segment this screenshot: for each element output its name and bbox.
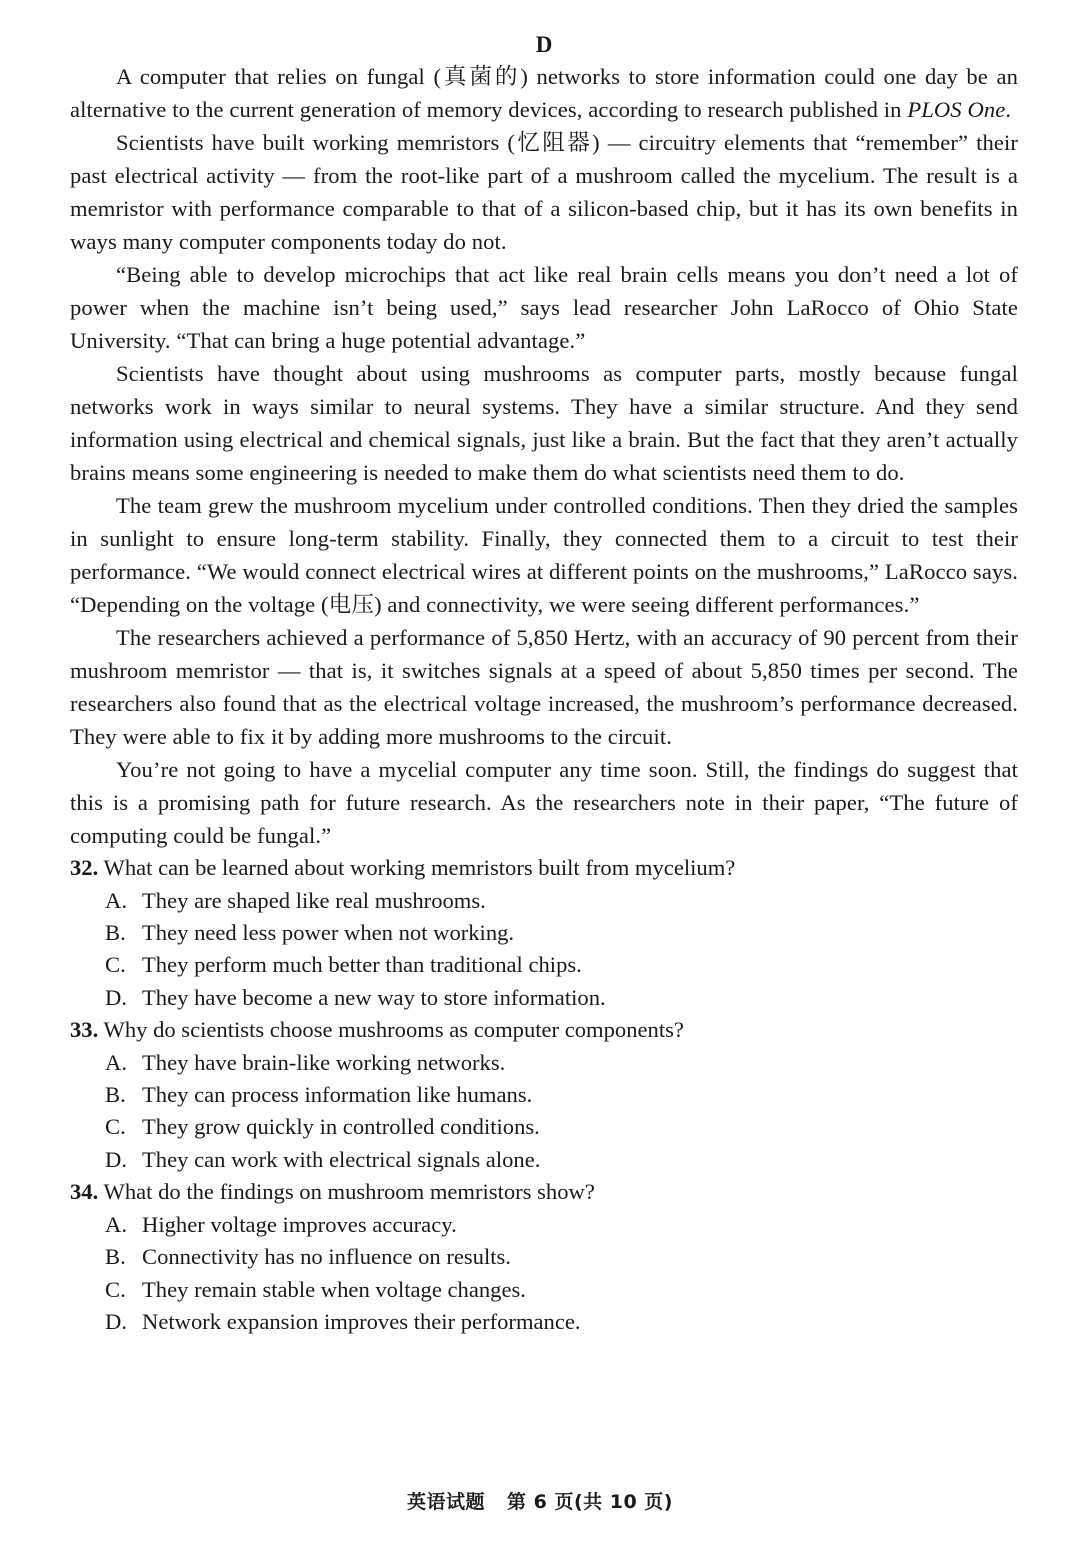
reading-passage	[70, 60, 1018, 852]
option-letter: C.	[105, 952, 126, 978]
passage-paragraph	[70, 258, 1018, 357]
option-letter: A.	[105, 1211, 127, 1237]
paragraph-text: .	[1005, 97, 1012, 122]
option-letter: A.	[105, 887, 127, 913]
paragraph-text: You’re not going to have a mycelial computer any time soon. Still, the findings do suggest that this is a promising path for future research. As the researchers note in their paper, “The future of computing could be fungal.”	[70, 757, 1018, 848]
option-letter: C.	[105, 1276, 126, 1302]
answer-option	[70, 1241, 1018, 1273]
answer-option	[70, 1079, 1018, 1111]
question-text: Why do scientists choose mushrooms as computer components?	[103, 1017, 684, 1043]
option-text: They have brain-like working networks.	[142, 1049, 506, 1075]
footer-page-info: 第 6 页(共 10 页)	[507, 1491, 673, 1513]
option-letter: B.	[105, 1244, 126, 1270]
question-item	[70, 1176, 1018, 1338]
question-stem	[70, 1014, 1018, 1047]
question-number: 34.	[70, 1179, 99, 1205]
answer-option	[70, 1209, 1018, 1241]
paragraph-text: The team grew the mushroom mycelium under controlled conditions. Then they dried the samples in sunlight to ensure long-term stability. Finally, they connected them to a circuit to test their performance. “We would connect electrical wires at different points on the mushrooms,” LaRocco says. “Depending on the voltage (电压) and connectivity, we were seeing different performances.”	[70, 493, 1018, 617]
question-stem	[70, 1176, 1018, 1209]
option-text: They can process information like humans.	[142, 1082, 533, 1108]
passage-paragraph	[70, 753, 1018, 852]
answer-options	[70, 1209, 1018, 1339]
answer-option	[70, 949, 1018, 981]
answer-options	[70, 885, 1018, 1015]
option-letter: B.	[105, 919, 126, 945]
option-letter: D.	[105, 1308, 127, 1334]
option-text: Higher voltage improves accuracy.	[142, 1211, 457, 1237]
option-text: They have become a new way to store information.	[142, 984, 606, 1010]
option-letter: B.	[105, 1082, 126, 1108]
passage-paragraph	[70, 60, 1018, 126]
passage-paragraph	[70, 621, 1018, 753]
answer-option	[70, 1111, 1018, 1143]
question-number: 33.	[70, 1017, 99, 1043]
option-text: Network expansion improves their performance.	[142, 1308, 581, 1334]
exam-page	[70, 30, 1018, 1338]
question-text: What do the findings on mushroom memristors show?	[103, 1179, 595, 1205]
option-letter: D.	[105, 1146, 127, 1172]
answer-option	[70, 1047, 1018, 1079]
question-stem	[70, 852, 1018, 885]
passage-paragraph	[70, 126, 1018, 258]
answer-options	[70, 1047, 1018, 1177]
answer-option	[70, 1144, 1018, 1176]
answer-option	[70, 1306, 1018, 1338]
question-item	[70, 852, 1018, 1014]
question-item	[70, 1014, 1018, 1176]
section-label: D	[535, 32, 553, 57]
option-letter: C.	[105, 1114, 126, 1140]
option-text: They need less power when not working.	[142, 919, 515, 945]
question-list	[70, 852, 1018, 1338]
journal-name: PLOS One	[907, 97, 1006, 122]
option-text: They grow quickly in controlled conditions.	[142, 1114, 540, 1140]
option-text: They perform much better than traditional chips.	[142, 952, 582, 978]
footer-subject: 英语试题	[406, 1491, 485, 1513]
paragraph-text: Scientists have thought about using mushrooms as computer parts, mostly because fungal networks work in ways similar to neural systems. They have a similar structure. And they send information using electrical and chemical signals, just like a brain. But the fact that they aren’t actually brains means some engineering is needed to make them do what scientists need them to do.	[70, 361, 1018, 485]
option-text: They remain stable when voltage changes.	[142, 1276, 526, 1302]
answer-option	[70, 917, 1018, 949]
option-letter: A.	[105, 1049, 127, 1075]
passage-paragraph	[70, 489, 1018, 621]
page-footer	[0, 1487, 1080, 1514]
paragraph-text: The researchers achieved a performance of 5,850 Hertz, with an accuracy of 90 percent from their mushroom memristor — that is, it switches signals at a speed of about 5,850 times per second. The researchers also found that as the electrical voltage increased, the mushroom’s performance decreased. They were able to fix it by adding more mushrooms to the circuit.	[70, 625, 1018, 749]
paragraph-text: A computer that relies on fungal (真菌的) networks to store information could one day be an alternative to the current generation of memory devices, according to research published in	[70, 64, 1018, 122]
paragraph-text: Scientists have built working memristors (忆阻器) — circuitry elements that “remember” their past electrical activity — from the root-like part of a mushroom called the mycelium. The result is a memristor with performance comparable to that of a silicon-based chip, but it has its own benefits in ways many computer components today do not.	[70, 130, 1018, 254]
question-number: 32.	[70, 855, 99, 880]
option-text: Connectivity has no influence on results.	[142, 1244, 511, 1270]
option-letter: D.	[105, 984, 127, 1010]
option-text: They are shaped like real mushrooms.	[142, 887, 486, 913]
option-text: They can work with electrical signals alone.	[142, 1146, 541, 1172]
answer-option	[70, 1274, 1018, 1306]
question-text: What can be learned about working memristors built from mycelium?	[103, 855, 736, 880]
answer-option	[70, 982, 1018, 1014]
answer-option	[70, 885, 1018, 917]
passage-paragraph	[70, 357, 1018, 489]
paragraph-text: “Being able to develop microchips that act like real brain cells means you don’t need a lot of power when the machine isn’t being used,” says lead researcher John LaRocco of Ohio State University. “That can bring a huge potential advantage.”	[70, 262, 1018, 353]
